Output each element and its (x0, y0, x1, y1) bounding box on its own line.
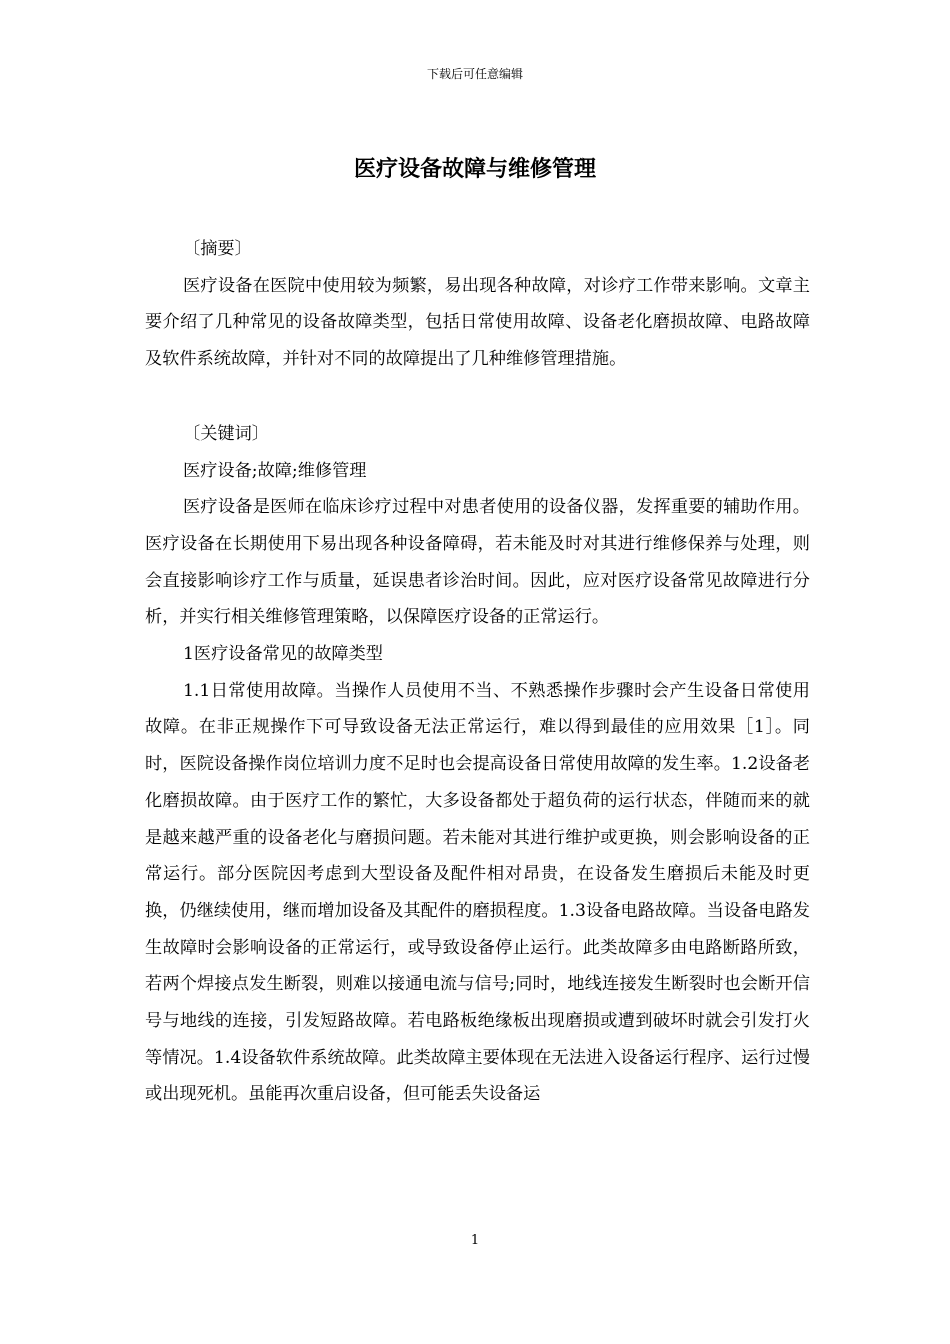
document-title: 医疗设备故障与维修管理 (353, 156, 596, 182)
page-header-note: 下载后可任意编辑 (426, 67, 523, 81)
page-number: 1 (470, 1233, 480, 1248)
keywords-label: 〔关键词〕 (183, 423, 269, 444)
section-heading: 1医疗设备常见的故障类型 (183, 644, 383, 665)
abstract-label: 〔摘要〕 (183, 239, 252, 259)
section-paragraph: 1.1日常使用故障。当操作人员使用不当、不熟悉操作步骤时会产生设备日常使用故障。在非正规操作下可导致设备无法正常运行，难以得到最佳的应用效果［1］。同时，医院设备操作岗位培训力度不足时也会提高设备日常使用故障的发生率。1.2设备老化磨损故障。由于医疗工作的繁忙，大多设备都处于超负荷的运行状态，伴随而来的就是越来越严重的设备老化与磨损问题。若未能对其进行维护或更换，则会影响设备的正常运行。部分医院因考虑到大型设备及配件相对昂贵，在设备发生磨损后未能及时更换，仍继续使用，继而增加设备及其配件的磨损程度。1.3设备电路故障。当设备电路发生故障时会影响设备的正常运行，或导致设备停止运行。此类故障多由电路断路所致，若两个焊接点发生断裂，则难以接通电流与信号;同时，地线连接发生断裂时也会断开信号与地线的连接，引发短路故障。若电路板绝缘板出现磨损或遭到破坏时就会引发打火等情况。1.4设备软件系统故障。此类故障主要体现在无法进入设备运行程序、运行过慢或出现死机。虽能再次重启设备，但可能丢失设备运 (145, 680, 810, 1105)
document-body (145, 231, 810, 1113)
intro-paragraph: 医疗设备是医师在临床诊疗过程中对患者使用的设备仪器，发挥重要的辅助作用。医疗设备在长期使用下易出现各种设备障碍，若未能及时对其进行维修保养与处理，则会直接影响诊疗工作与质量，延误患者诊治时间。因此，应对医疗设备常见故障进行分析，并实行相关维修管理策略，以保障医疗设备的正常运行。 (145, 497, 810, 628)
abstract-paragraph: 医疗设备在医院中使用较为频繁，易出现各种故障，对诊疗工作带来影响。文章主要介绍了几种常见的设备故障类型，包括日常使用故障、设备老化磨损故障、电路故障及软件系统故障，并针对不同的故障提出了几种维修管理措施。 (145, 275, 810, 370)
keywords-paragraph: 医疗设备;故障;维修管理 (183, 460, 367, 481)
